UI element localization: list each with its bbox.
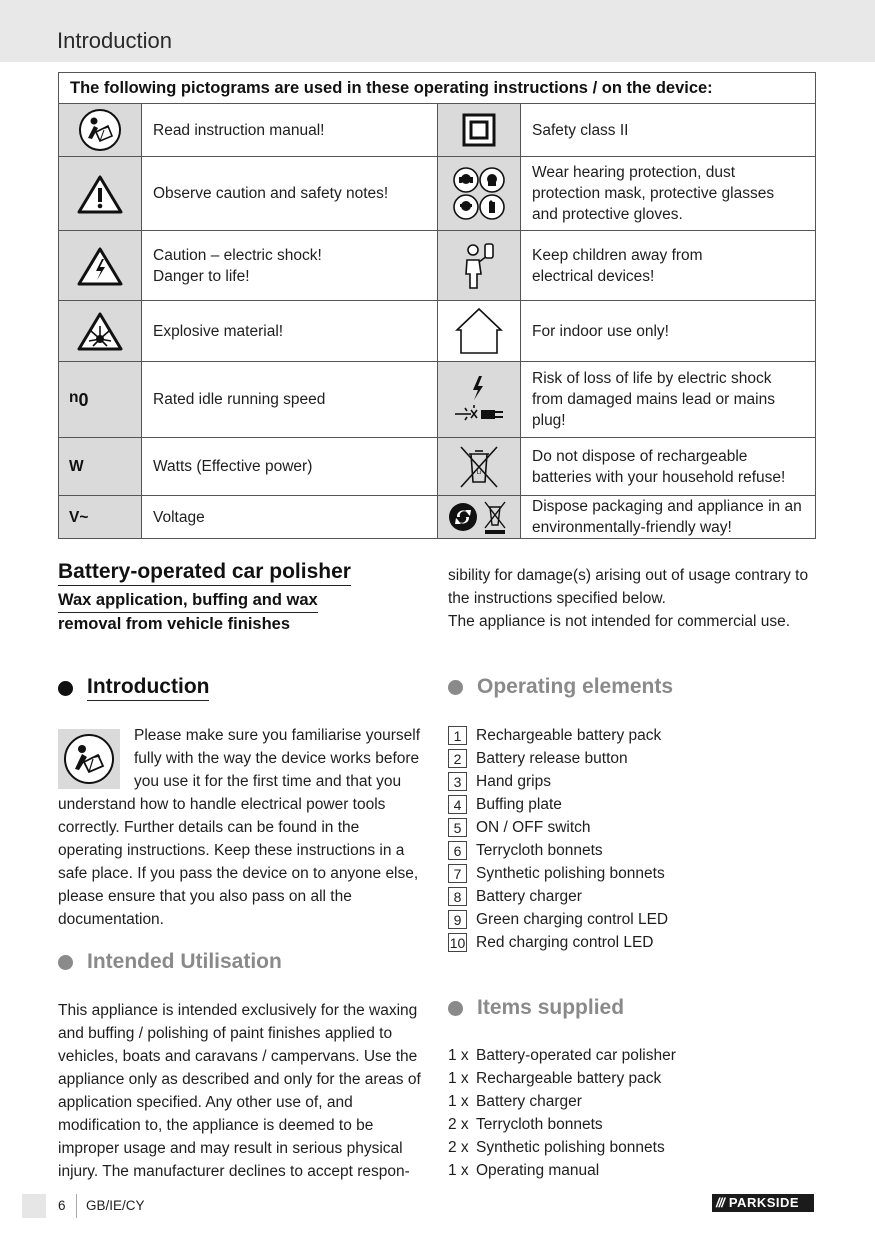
- recycling-disposal-icon: [438, 496, 521, 539]
- list-item: [448, 908, 814, 931]
- items-supplied-heading: Items supplied: [448, 996, 624, 1020]
- read-manual-icon: [58, 729, 120, 789]
- item-number: 3: [448, 772, 467, 791]
- item-label: Battery release button: [476, 750, 628, 767]
- footer-divider: [76, 1194, 77, 1218]
- pictogram-text: Rated idle running speed: [142, 362, 438, 438]
- item-label: Green charging control LED: [476, 911, 669, 928]
- item-label: Battery charger: [476, 1093, 582, 1110]
- item-label: Rechargeable battery pack: [476, 727, 662, 744]
- list-item: [448, 1159, 814, 1182]
- electric-shock-warning-icon: [59, 231, 142, 301]
- items-supplied-list: [448, 1044, 814, 1182]
- item-number: 10: [449, 935, 466, 951]
- safety-class-ii-icon: [438, 104, 521, 157]
- pictogram-text: Keep children away from electrical devices!: [521, 231, 816, 301]
- bullet-icon: [58, 681, 73, 696]
- product-title: Battery-operated car polisher: [58, 560, 351, 586]
- pictogram-text: Voltage: [142, 496, 438, 539]
- intended-utilisation-text: This appliance is intended exclusively for the waxing and buffing / polishing of paint finishes applied to vehicles, boats and caravans / campervans. Use the appliance only as described and only for the areas of application specified. Any other use of, and modification to, the appliance is deemed to be improper usage and may result in serious physical injury. The manufacturer declines to accept respon-: [58, 1002, 421, 1180]
- operating-elements-heading: Operating elements: [448, 675, 673, 699]
- list-item: [448, 885, 814, 908]
- item-quantity: 1 x: [448, 1047, 469, 1064]
- product-subtitle: Wax application, buffing and wax removal from vehicle finishes: [58, 591, 318, 633]
- item-label: Terrycloth bonnets: [476, 842, 603, 859]
- keep-children-away-icon: [438, 231, 521, 301]
- explosive-warning-icon: [59, 301, 142, 362]
- pictogram-text: Observe caution and safety notes!: [142, 157, 438, 231]
- pictogram-text: Watts (Effective power): [142, 438, 438, 496]
- introduction-heading: Introduction: [58, 675, 209, 701]
- page-header: [0, 0, 875, 62]
- list-item: [448, 747, 814, 770]
- read-manual-icon: [59, 104, 142, 157]
- item-label: Synthetic polishing bonnets: [476, 865, 665, 882]
- item-label: Battery-operated car polisher: [476, 1047, 676, 1064]
- bullet-icon: [448, 1001, 463, 1016]
- svg-text:Li: Li: [476, 468, 482, 476]
- parkside-logo: /// PARKSIDE: [712, 1194, 814, 1212]
- item-number: 8: [448, 887, 467, 906]
- product-heading-block: [58, 560, 428, 636]
- footer-language: GB/IE/CY: [86, 1198, 145, 1213]
- pictogram-text: Explosive material!: [142, 301, 438, 362]
- item-label: ON / OFF switch: [476, 819, 591, 836]
- rated-speed-symbol: $n_0$: [59, 362, 142, 438]
- item-quantity: 1 x: [448, 1070, 469, 1087]
- item-label: Hand grips: [476, 773, 551, 790]
- footer-marker: [22, 1194, 46, 1218]
- item-number: 4: [448, 795, 467, 814]
- list-item: [448, 793, 814, 816]
- page-number: 6: [58, 1198, 66, 1213]
- list-item: [448, 1044, 814, 1067]
- indoor-use-house-icon: [438, 301, 521, 362]
- list-item: [448, 1136, 814, 1159]
- list-item: [448, 1090, 814, 1113]
- pictogram-text: Safety class II: [521, 104, 816, 157]
- item-number: 1: [448, 726, 467, 745]
- item-label: Battery charger: [476, 888, 582, 905]
- item-label: Buffing plate: [476, 796, 562, 813]
- pictogram-text: Do not dispose of rechargeable batteries with your household refuse!: [521, 438, 816, 496]
- pictogram-text: Caution – electric shock! Danger to life!: [142, 231, 438, 301]
- item-label: Synthetic polishing bonnets: [476, 1139, 665, 1156]
- damaged-cable-warning-icon: [438, 362, 521, 438]
- item-quantity: 1 x: [448, 1093, 469, 1110]
- item-label: Rechargeable battery pack: [476, 1070, 662, 1087]
- list-item: [448, 724, 814, 747]
- bullet-icon: [58, 955, 73, 970]
- item-quantity: 2 x: [448, 1139, 469, 1156]
- pictogram-text: For indoor use only!: [521, 301, 816, 362]
- introduction-text: Please make sure you familiarise yourself fully with the way the device works before you use it for the first time and that you understand how to handle electrical power tools correctly. Further details can be found in the operating instructions. Keep these instructions in a safe place. If you pass the device on to anyone else, please ensure that you also pass on all the documentation.: [58, 727, 421, 928]
- protective-equipment-icon: [438, 157, 521, 231]
- item-label: Operating manual: [476, 1162, 600, 1179]
- item-number: 2: [448, 749, 467, 768]
- item-label: Terrycloth bonnets: [476, 1116, 603, 1133]
- pictogram-text: Dispose packaging and appliance in an environmentally-friendly way!: [521, 496, 816, 539]
- item-quantity: 1 x: [448, 1162, 469, 1179]
- crossed-out-bin-icon: [438, 438, 521, 496]
- list-item: [448, 1113, 814, 1136]
- item-label: Red charging control LED: [476, 934, 654, 951]
- operating-elements-list: [448, 724, 814, 954]
- warning-triangle-icon: [59, 157, 142, 231]
- watts-symbol: W: [59, 438, 142, 496]
- pictogram-table-heading: The following pictograms are used in these operating instructions / on the device:: [59, 73, 816, 104]
- page-title: Introduction: [57, 28, 172, 53]
- pictogram-text: Wear hearing protection, dust protection mask, protective glasses and protective gloves.: [521, 157, 816, 231]
- list-item: [448, 931, 814, 954]
- item-number: 9: [448, 910, 467, 929]
- bullet-icon: [448, 680, 463, 695]
- item-quantity: 2 x: [448, 1116, 469, 1133]
- pictogram-text: Read instruction manual!: [142, 104, 438, 157]
- voltage-symbol: V~: [59, 496, 142, 539]
- list-item: [448, 816, 814, 839]
- list-item: [448, 770, 814, 793]
- pictogram-table: [58, 72, 816, 539]
- intended-utilisation-continued: sibility for damage(s) arising out of usage contrary to the instructions specified below. The appliance is not intended for commercial use.: [448, 567, 809, 630]
- pictogram-text: Risk of loss of life by electric shock from damaged mains lead or mains plug!: [521, 362, 816, 438]
- item-number: 7: [448, 864, 467, 883]
- list-item: [448, 1067, 814, 1090]
- list-item: [448, 839, 814, 862]
- item-number: 6: [448, 841, 467, 860]
- item-number: 5: [448, 818, 467, 837]
- list-item: [448, 862, 814, 885]
- intended-utilisation-heading: Intended Utilisation: [58, 950, 282, 974]
